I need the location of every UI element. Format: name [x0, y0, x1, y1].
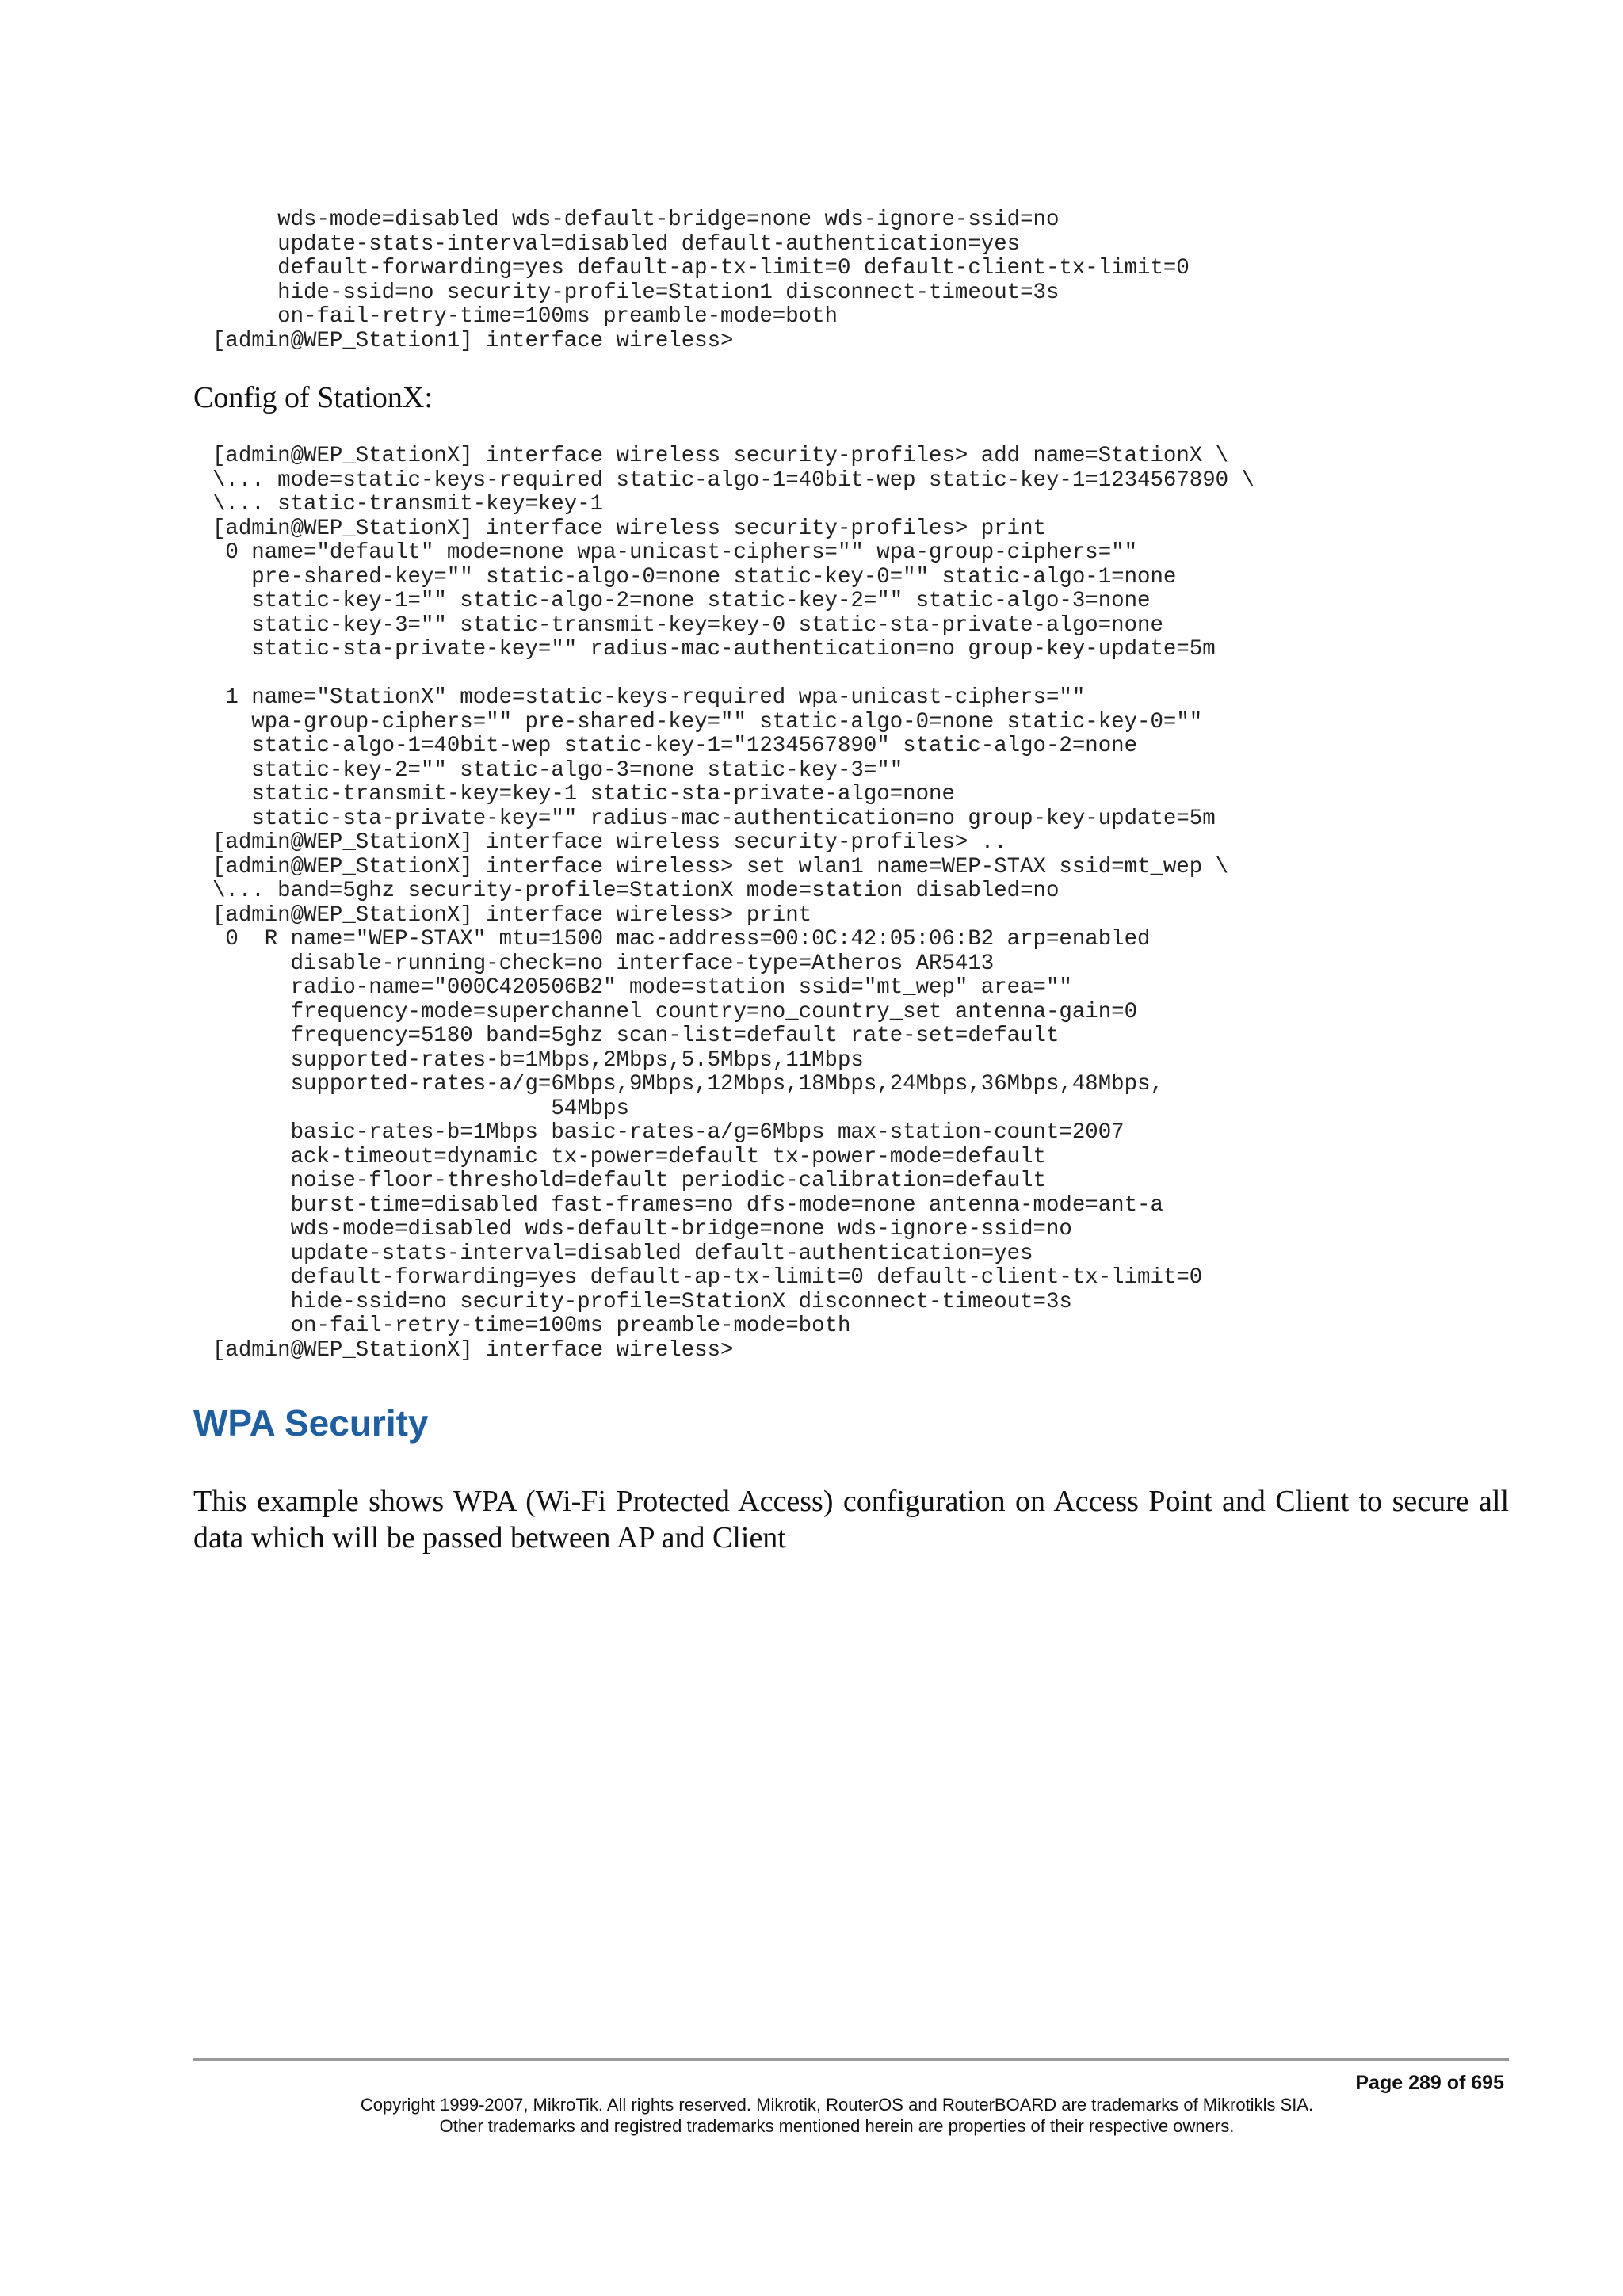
code-block-station1-tail: wds-mode=disabled wds-default-bridge=none wds-ignore-ssid=no update-stats-interval=disabled default-authentication=yes default-forwarding=yes default-ap-tx-limit=0 default-client-tx-limit=0 hide-ssid=no security-profile=Station1 disconnect-timeout=3s on-fail-retry-time=100ms preamble-mode=both [admin@WEP_Station1] interface wireless> — [212, 208, 1190, 353]
copyright-line-2: Other trademarks and registred trademarks mentioned herein are properties of their respective owners. — [439, 2116, 1235, 2136]
wpa-intro-paragraph: This example shows WPA (Wi-Fi Protected Access) configuration on Access Point and Client to secure all data which will be passed between AP and Client — [193, 1485, 1509, 1554]
section-heading-wpa-security: WPA Security — [193, 1402, 429, 1444]
code-block-stationx-config: [admin@WEP_StationX] interface wireless security-profiles> add name=StationX \ \... mode=static-keys-required static-algo-1=40bit-wep static-key-1=1234567890 \ \... static-transmit-key=key-1 [admin@WEP_StationX] interface wireless security-profiles> print 0 name="default" mode=none wpa-unicast-ciphers="" wpa-group-ciphers="" pre-shared-key="" static-algo-0=none static-key-0="" static-algo-1=none static-key-1="" static-algo-2=none static-key-2="" static-algo-3=none static-key-3="" static-transmit-key=key-0 static-sta-private-algo=none static-sta-private-key="" radius-mac-authentication=no group-key-update=5m 1 name="StationX" mode=static-keys-required wpa-unicast-ciphers="" wpa-group-ciphers="" pre-shared-key="" static-algo-0=none static-key-0="" static-algo-1=40bit-wep static-key-1="1234567890" static-algo-2=none static-key-2="" static-algo-3=none static-key-3="" static-transmit-key=key-1 static-sta-private-algo=none static-sta-private-key="" radius-mac-authentication=no group-key-update=5m [admin@WEP_StationX] interface wireless security-profiles> .. [admin@WEP_StationX] interface wireless> set wlan1 name=WEP-STAX ssid=mt_wep \ \... band=5ghz security-profile=StationX mode=station disabled=no [admin@WEP_StationX] interface wireless> print 0 R name="WEP-STAX" mtu=1500 mac-address=00:0C:42:05:06:B2 arp=enabled disable-running-check=no interface-type=Atheros AR5413 radio-name="000C420506B2" mode=station ssid="mt_wep" area="" frequency-mode=superchannel country=no_country_set antenna-gain=0 frequency=5180 band=5ghz scan-list=default rate-set=default supported-rates-b=1Mbps,2Mbps,5.5Mbps,11Mbps supported-rates-a/g=6Mbps,9Mbps,12Mbps,18Mbps,24Mbps,36Mbps,48Mbps, 54Mbps basic-rates-b=1Mbps basic-rates-a/g=6Mbps max-station-count=2007 ack-timeout=dynamic tx-power=default tx-power-mode=default noise-floor-threshold=default periodic-calibration=default burst-time=disabled fast-frames=no dfs-mode=none antenna-mode=ant-a wds-mode=disabled wds-default-bridge=none wds-ignore-ssid=no update-stats-interval=disabled default-authentication=yes default-forwarding=yes default-ap-tx-limit=0 default-client-tx-limit=0 hide-ssid=no security-profile=StationX disconnect-timeout=3s on-fail-retry-time=100ms preamble-mode=both [admin@WEP_StationX] interface wireless> — [212, 444, 1254, 1363]
page-number: Page 289 of 695 — [1355, 2072, 1504, 2094]
config-stationx-label: Config of StationX: — [193, 381, 433, 414]
footer-divider — [193, 2058, 1509, 2061]
copyright-line-1: Copyright 1999-2007, MikroTik. All rights reserved. Mikrotik, RouterOS and RouterBOARD are trademarks of Mikrotikls SIA. — [360, 2095, 1314, 2115]
